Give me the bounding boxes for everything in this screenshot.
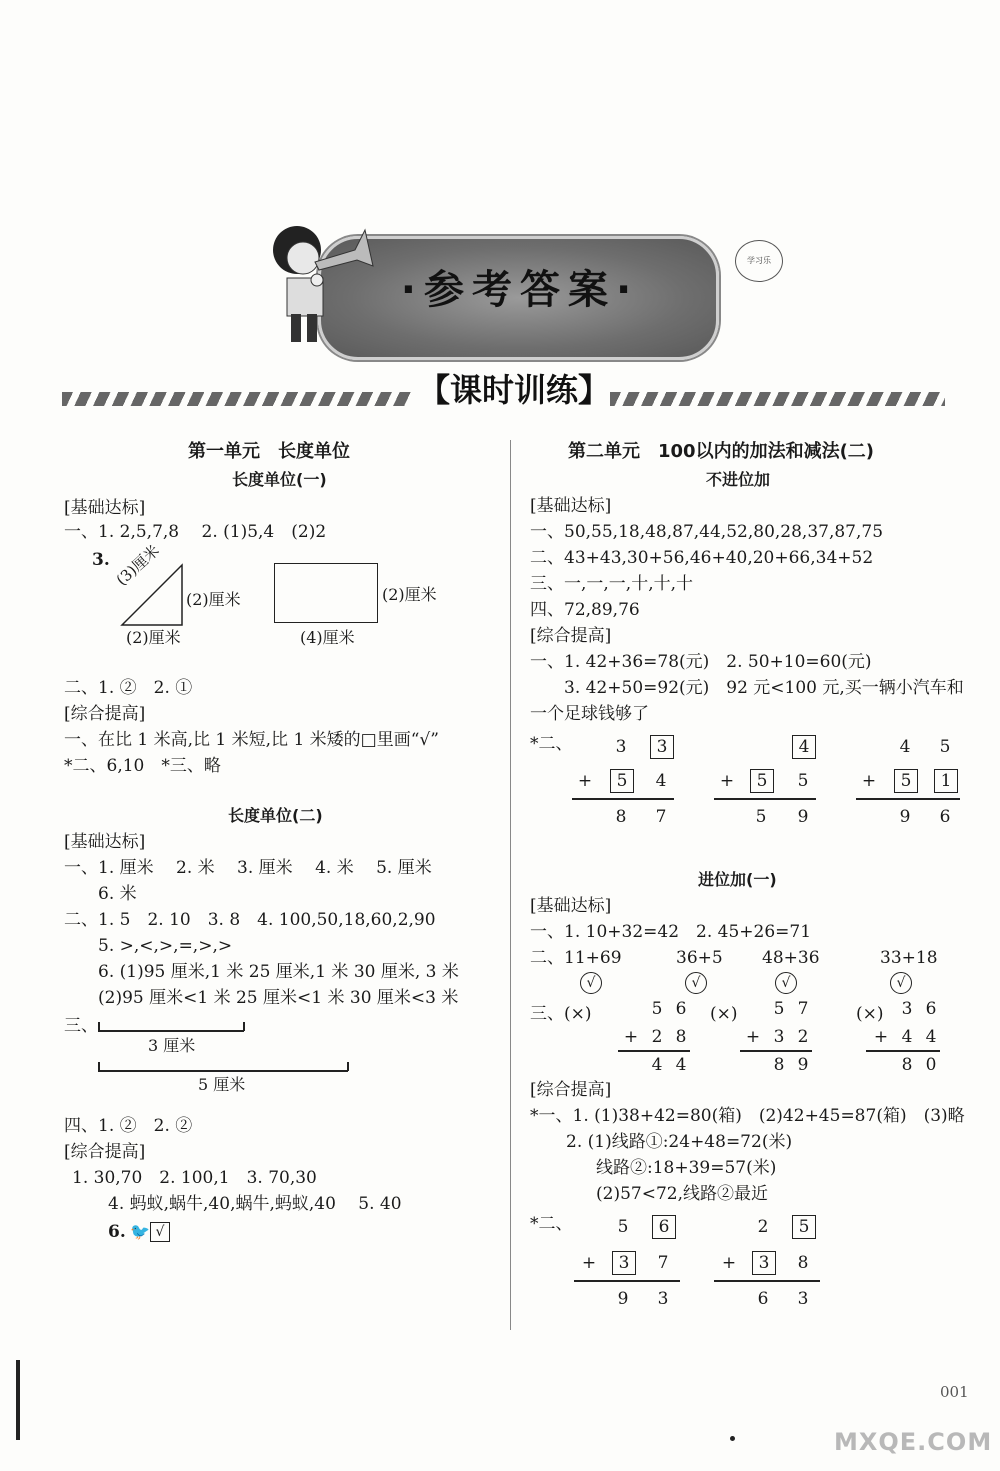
- answer-line: 四、1. ② 2. ②: [64, 1116, 193, 1136]
- digit: 6: [925, 999, 937, 1019]
- sum-line: [866, 1050, 940, 1052]
- digit: 4: [651, 1055, 663, 1075]
- digit: 4: [675, 1055, 687, 1075]
- unit-title-right: 第二单元 100以内的加法和减法(二): [568, 441, 875, 462]
- answer-box: 6: [652, 1215, 676, 1239]
- plus-sign: +: [581, 1253, 597, 1273]
- answer-line: (×): [856, 1004, 884, 1024]
- answer-box: 1: [934, 769, 958, 793]
- digit: 9: [797, 1055, 809, 1075]
- header-title: ·参考答案·: [400, 267, 640, 313]
- label-basic: [基础达标]: [530, 896, 612, 916]
- digit: 6: [675, 999, 687, 1019]
- label-basic: [基础达标]: [64, 498, 146, 518]
- digit: 6: [939, 807, 951, 827]
- digit: 4: [901, 1027, 913, 1047]
- answer-box: 5: [894, 769, 918, 793]
- plus-sign: +: [577, 771, 593, 791]
- answer-line: 三、一,一,一,十,十,十: [530, 574, 694, 594]
- subsection-title: 不进位加: [706, 470, 771, 489]
- figure-label: (3)厘米: [112, 541, 163, 590]
- segment-5cm: [98, 1070, 348, 1072]
- answer-line: 33+18: [880, 948, 938, 968]
- figure-label: (2)厘米: [126, 628, 181, 647]
- answer-box: 4: [792, 735, 816, 759]
- digit: 3: [773, 1027, 785, 1047]
- answer-line: 6.: [108, 1222, 126, 1242]
- digit: 8: [797, 1253, 809, 1273]
- answer-line: 6. 米: [98, 884, 137, 904]
- label-advanced: [综合提高]: [530, 626, 612, 646]
- answer-line: 4. 蚂蚁,蜗牛,40,蜗牛,蚂蚁,40 5. 40: [108, 1194, 402, 1214]
- answer-line: 二、11+69: [530, 948, 622, 968]
- answer-line: 三、: [64, 1016, 98, 1036]
- circled-check-icon: √: [685, 972, 707, 994]
- digit: 8: [615, 807, 627, 827]
- label-advanced: [综合提高]: [64, 1142, 146, 1162]
- figure-label: (2)厘米: [186, 590, 241, 609]
- circled-check-icon: √: [890, 972, 912, 994]
- digit: 2: [651, 1027, 663, 1047]
- segment-tick: [243, 1022, 245, 1031]
- digit: 3: [901, 999, 913, 1019]
- plus-sign: +: [861, 771, 877, 791]
- answer-line: (2)95 厘米<1 米 25 厘米<1 米 30 厘米<3 米: [98, 988, 459, 1008]
- subsection-title: 长度单位(一): [232, 470, 327, 489]
- answer-line: 3. 42+50=92(元) 92 元<100 元,买一辆小汽车和: [564, 678, 964, 698]
- sum-line: [714, 798, 816, 800]
- answer-box: 5: [792, 1215, 816, 1239]
- answer-line: 5. >,<,>,=,>,>: [98, 936, 233, 956]
- digit: 9: [617, 1289, 629, 1309]
- answer-line: 48+36: [762, 948, 820, 968]
- sum-line: [740, 1050, 812, 1052]
- answer-line: 一、1. 厘米 2. 米 3. 厘米 4. 米 5. 厘米: [64, 858, 432, 878]
- answer-line: 二、43+43,30+56,46+40,20+66,34+52: [530, 548, 874, 568]
- answer-line: 三、(×): [530, 1004, 592, 1024]
- rectangle-figure: [274, 563, 378, 623]
- plus-sign: +: [873, 1027, 889, 1047]
- circled-check-icon: √: [775, 972, 797, 994]
- digit: 9: [797, 807, 809, 827]
- answer-box: 5: [610, 769, 634, 793]
- answer-line: 一、在比 1 米高,比 1 米短,比 1 米矮的□里画“√”: [64, 730, 439, 750]
- answer-box: 3: [650, 735, 674, 759]
- plus-sign: +: [719, 771, 735, 791]
- answer-line: 3.: [92, 550, 110, 570]
- answer-line: *二、: [530, 734, 573, 754]
- unit-title-left: 第一单元 长度单位: [188, 441, 350, 462]
- segment-tick: [347, 1062, 349, 1071]
- figure-label: (4)厘米: [300, 628, 355, 647]
- digit: 4: [899, 737, 911, 757]
- dot: [730, 1436, 735, 1441]
- answer-line: 线路②:18+39=57(米): [596, 1158, 777, 1178]
- digit: 5: [797, 771, 809, 791]
- bird-icon: 🐦: [130, 1222, 150, 1241]
- segment-tick: [98, 1062, 100, 1071]
- digit: 5: [651, 999, 663, 1019]
- label-basic: [基础达标]: [530, 496, 612, 516]
- answer-line: 36+5: [676, 948, 723, 968]
- page-number: 001: [940, 1383, 969, 1401]
- figure-label: (2)厘米: [382, 585, 437, 604]
- digit: 4: [655, 771, 667, 791]
- answer-box: 3: [752, 1251, 776, 1275]
- margin-mark: [16, 1360, 20, 1440]
- answer-line: 一、1. 42+36=78(元) 2. 50+10=60(元): [530, 652, 872, 672]
- answer-line: *二、: [530, 1214, 573, 1234]
- column-divider: [510, 440, 511, 1330]
- subsection-title: 进位加(一): [698, 870, 777, 889]
- digit: 7: [655, 807, 667, 827]
- digit: 3: [797, 1289, 809, 1309]
- label-advanced: [综合提高]: [530, 1080, 612, 1100]
- digit: 5: [755, 807, 767, 827]
- label-basic: [基础达标]: [64, 832, 146, 852]
- plus-sign: +: [623, 1027, 639, 1047]
- digit: 8: [901, 1055, 913, 1075]
- subsection-title: 长度单位(二): [228, 806, 323, 825]
- sum-line: [572, 798, 674, 800]
- answer-line: 2. (1)线路①:24+48=72(米): [566, 1132, 793, 1152]
- digit: 2: [797, 1027, 809, 1047]
- watermark-logo: MXQE.COM: [834, 1428, 993, 1456]
- segment-label: 5 厘米: [198, 1075, 246, 1094]
- checkbox-answer: √: [150, 1222, 170, 1242]
- sum-line: [856, 798, 960, 800]
- digit: 4: [925, 1027, 937, 1047]
- answer-line: *一、1. (1)38+42=80(箱) (2)42+45=87(箱) (3)略: [530, 1106, 965, 1126]
- answer-line: *二、6,10 *三、略: [64, 756, 221, 776]
- digit: 8: [675, 1027, 687, 1047]
- answer-line: (×): [710, 1004, 738, 1024]
- dash-bar-right: [610, 392, 945, 406]
- answer-box: 3: [612, 1251, 636, 1275]
- answer-line: 二、1. 5 2. 10 3. 8 4. 100,50,18,60,2,90: [64, 910, 436, 930]
- digit: 5: [939, 737, 951, 757]
- segment-tick: [98, 1022, 100, 1031]
- answer-line: (2)57<72,线路②最近: [596, 1184, 768, 1204]
- sum-line: [618, 1050, 690, 1052]
- sum-line: [574, 1280, 680, 1282]
- dash-bar-left: [62, 392, 412, 406]
- digit: 7: [797, 999, 809, 1019]
- answer-box: 5: [750, 769, 774, 793]
- answer-line: 一个足球钱够了: [530, 704, 649, 724]
- circled-check-icon: √: [580, 972, 602, 994]
- answer-line: 四、72,89,76: [530, 600, 640, 620]
- plus-sign: +: [745, 1027, 761, 1047]
- stamp-seal: 学习乐: [735, 240, 783, 282]
- sum-line: [714, 1280, 820, 1282]
- answer-line: 1. 30,70 2. 100,1 3. 70,30: [72, 1168, 317, 1188]
- section-title: 【课时训练】: [418, 371, 611, 409]
- answer-line: 一、50,55,18,48,87,44,52,80,28,37,87,75: [530, 522, 884, 542]
- digit: 5: [617, 1217, 629, 1237]
- boy-trumpet-illustration: [265, 210, 385, 345]
- digit: 7: [657, 1253, 669, 1273]
- digit: 3: [657, 1289, 669, 1309]
- answer-line: 6. (1)95 厘米,1 米 25 厘米,1 米 30 厘米, 3 米: [98, 962, 459, 982]
- label-advanced: [综合提高]: [64, 704, 146, 724]
- digit: 0: [925, 1055, 937, 1075]
- digit: 9: [899, 807, 911, 827]
- answer-line: 二、1. ② 2. ①: [64, 678, 193, 698]
- answer-line: 一、1. 2,5,7,8 2. (1)5,4 (2)2: [64, 522, 327, 542]
- digit: 8: [773, 1055, 785, 1075]
- digit: 3: [615, 737, 627, 757]
- segment-3cm: [98, 1030, 244, 1032]
- digit: 2: [757, 1217, 769, 1237]
- digit: 6: [757, 1289, 769, 1309]
- plus-sign: +: [721, 1253, 737, 1273]
- segment-label: 3 厘米: [148, 1036, 196, 1055]
- digit: 5: [773, 999, 785, 1019]
- answer-line: 一、1. 10+32=42 2. 45+26=71: [530, 922, 812, 942]
